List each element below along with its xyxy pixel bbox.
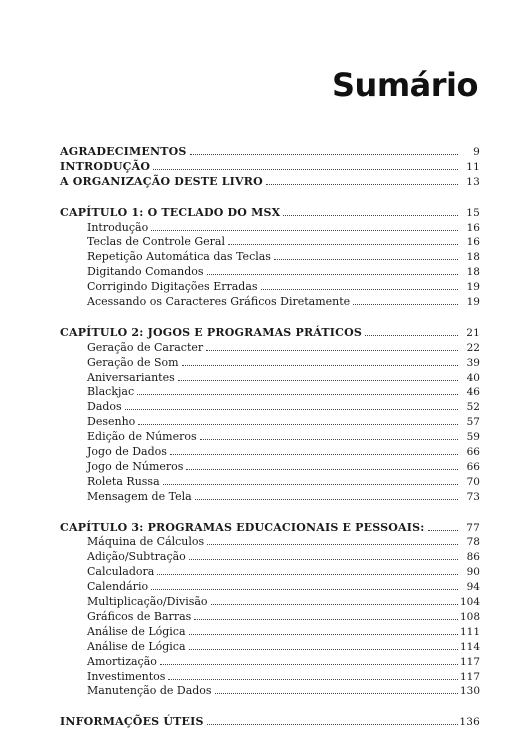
toc-entry-label: Jogo de Números (87, 459, 184, 473)
toc-section-entry[interactable] (60, 640, 480, 655)
dot-leader (274, 259, 458, 260)
dot-leader (211, 604, 458, 605)
dot-leader (283, 215, 458, 216)
dot-leader (186, 469, 458, 470)
toc-section-entry[interactable] (60, 475, 480, 490)
dot-leader (182, 365, 458, 366)
toc-section-entry[interactable] (60, 684, 480, 699)
toc-entry-page-number: 9 (473, 146, 480, 158)
toc-entry-label: A ORGANIZAÇÃO DESTE LIVRO (60, 174, 263, 188)
toc-entry-label: INTRODUÇÃO (60, 159, 151, 173)
toc-entry-page-number: 13 (466, 175, 480, 188)
toc-entry-page-number: 90 (466, 566, 480, 579)
dot-leader (190, 154, 458, 155)
dot-leader (163, 484, 458, 485)
dot-leader (261, 289, 458, 290)
toc-entry-page-number: 77 (466, 521, 480, 534)
toc-entry-page-number: 59 (466, 431, 480, 444)
toc-section-entry[interactable] (60, 415, 480, 430)
toc-section-entry[interactable] (60, 670, 480, 685)
toc-entry-label: Teclas de Controle Geral (87, 235, 225, 249)
toc-entry-label: Mensagem de Tela (87, 489, 192, 503)
dot-leader (228, 244, 458, 245)
toc-entry-label: Calendário (87, 580, 149, 594)
toc-entry-label: Corrigindo Digitações Erradas (87, 280, 258, 294)
dot-leader (153, 169, 458, 170)
toc-section-entry[interactable] (60, 371, 480, 386)
toc-entry-page-number: 94 (466, 581, 480, 594)
dot-leader (365, 335, 458, 336)
toc-section-entry[interactable] (60, 400, 480, 415)
toc-entry-label: Jogo de Dados (87, 445, 167, 459)
dot-leader (194, 619, 458, 620)
dot-leader (207, 274, 458, 275)
toc-entry-label: Desenho (87, 415, 136, 429)
toc-entry-page-number: 111 (459, 625, 480, 638)
toc-section-entry[interactable] (60, 445, 480, 460)
toc-section-entry[interactable] (60, 565, 480, 580)
dot-leader (178, 380, 458, 381)
toc-section-entry[interactable] (60, 460, 480, 475)
dot-leader (200, 439, 458, 440)
toc-entry-label: CAPÍTULO 1: O TECLADO DO MSX (60, 205, 281, 219)
section-gap (60, 310, 480, 326)
toc-entry-label: Dados (87, 400, 122, 414)
toc-entry-label: AGRADECIMENTOS (60, 145, 187, 158)
toc-entry-label: Introdução (87, 220, 149, 234)
toc-entry-page-number: 40 (466, 371, 480, 384)
toc-entry-page-number: 117 (459, 670, 480, 683)
toc-section-entry[interactable] (60, 610, 480, 625)
dot-leader (207, 724, 458, 725)
dot-leader (207, 544, 458, 545)
toc-section-entry[interactable] (60, 235, 480, 250)
dot-leader (125, 409, 458, 410)
dot-leader (428, 530, 458, 531)
toc-entry-page-number: 136 (459, 716, 480, 729)
dot-leader (215, 693, 458, 694)
toc-entry-page-number: 66 (466, 460, 480, 473)
toc-chapter-entry[interactable] (60, 145, 480, 160)
toc-entry-label: Análise de Lógica (87, 639, 186, 653)
toc-section-entry[interactable] (60, 385, 480, 400)
toc-section-entry[interactable] (60, 250, 480, 265)
toc-entry-label: Máquina de Cálculos (87, 535, 205, 549)
dot-leader (189, 559, 458, 560)
toc-entry-label: Geração de Som (87, 355, 179, 369)
toc-entry-page-number: 73 (466, 490, 480, 503)
toc-section-entry[interactable] (60, 295, 480, 310)
toc-entry-label: Repetição Automática das Teclas (87, 250, 271, 264)
dot-leader (160, 664, 458, 665)
dot-leader (170, 454, 458, 455)
dot-leader (189, 634, 458, 635)
toc-entry-page-number: 114 (459, 640, 480, 653)
toc-entry-page-number: 22 (466, 341, 480, 354)
toc-entry-label: Adição/Subtração (87, 550, 186, 564)
toc-entry-page-number: 19 (466, 296, 480, 309)
dot-leader (151, 230, 458, 231)
toc-entry-page-number: 104 (459, 596, 480, 609)
toc-entry-page-number: 108 (459, 610, 480, 623)
toc-section-entry[interactable] (60, 280, 480, 295)
toc-entry-label: Blackjac (87, 385, 135, 399)
toc-entry-page-number: 57 (466, 416, 480, 429)
section-gap (60, 190, 480, 206)
toc-entry-page-number: 39 (466, 356, 480, 369)
page-title: Sumário (332, 66, 478, 104)
toc-section-entry[interactable] (60, 490, 480, 505)
toc-section-entry[interactable] (60, 356, 480, 371)
dot-leader (137, 394, 458, 395)
toc-entry-page-number: 66 (466, 446, 480, 459)
toc-entry-page-number: 46 (466, 386, 480, 399)
toc-entry-label: INFORMAÇÕES ÚTEIS (60, 715, 204, 729)
toc-chapter-entry[interactable] (60, 521, 480, 536)
table-of-contents (60, 145, 480, 730)
toc-entry-label: Digitando Comandos (87, 265, 204, 279)
toc-entry-label: Roleta Russa (87, 474, 160, 488)
toc-entry-page-number: 86 (466, 551, 480, 564)
dot-leader (195, 499, 458, 500)
toc-chapter-entry[interactable] (60, 326, 480, 341)
toc-entry-label: Acessando os Caracteres Gráficos Diretamente (87, 295, 351, 309)
dot-leader (266, 184, 458, 185)
toc-entry-page-number: 18 (466, 266, 480, 279)
toc-entry-page-number: 11 (466, 160, 480, 173)
toc-section-entry[interactable] (60, 625, 480, 640)
toc-chapter-entry[interactable] (60, 175, 480, 190)
toc-entry-label: Amortização (87, 654, 157, 668)
section-gap (60, 699, 480, 715)
toc-entry-label: Multiplicação/Divisão (87, 595, 208, 609)
toc-entry-page-number: 70 (466, 475, 480, 488)
toc-entry-label: Investimentos (87, 669, 166, 683)
toc-entry-label: Manutenção de Dados (87, 684, 212, 698)
dot-leader (189, 649, 458, 650)
dot-leader (168, 679, 458, 680)
section-gap (60, 505, 480, 521)
toc-entry-page-number: 16 (466, 221, 480, 234)
toc-entry-page-number: 52 (466, 401, 480, 414)
toc-entry-label: Calculadora (87, 565, 155, 579)
dot-leader (151, 589, 458, 590)
toc-entry-page-number: 16 (466, 236, 480, 249)
toc-entry-page-number: 21 (466, 326, 480, 339)
toc-entry-label: Geração de Caracter (87, 340, 204, 354)
toc-entry-label: Aniversariantes (87, 370, 175, 384)
toc-entry-page-number: 19 (466, 281, 480, 294)
toc-section-entry[interactable] (60, 221, 480, 236)
toc-section-entry[interactable] (60, 265, 480, 280)
toc-entry-label: Edição de Números (87, 430, 197, 444)
toc-entry-label: CAPÍTULO 3: PROGRAMAS EDUCACIONAIS E PESSOAIS: (60, 520, 425, 534)
dot-leader (206, 350, 458, 351)
toc-entry-page-number: 15 (466, 206, 480, 219)
toc-entry-label: CAPÍTULO 2: JOGOS E PROGRAMAS PRÁTICOS (60, 325, 363, 339)
toc-entry-label: Gráficos de Barras (87, 609, 192, 623)
dot-leader (138, 424, 458, 425)
toc-entry-page-number: 130 (459, 685, 480, 698)
toc-chapter-entry[interactable] (60, 160, 480, 175)
toc-section-entry[interactable] (60, 580, 480, 595)
toc-section-entry[interactable] (60, 595, 480, 610)
toc-entry-page-number: 117 (459, 655, 480, 668)
toc-entry-page-number: 18 (466, 251, 480, 264)
toc-section-entry[interactable] (60, 535, 480, 550)
toc-section-entry[interactable] (60, 430, 480, 445)
dot-leader (157, 574, 458, 575)
toc-entry-label: Análise de Lógica (87, 624, 186, 638)
dot-leader (353, 304, 458, 305)
toc-entry-page-number: 78 (466, 536, 480, 549)
toc-section-entry[interactable] (60, 550, 480, 565)
toc-section-entry[interactable] (60, 655, 480, 670)
toc-section-entry[interactable] (60, 341, 480, 356)
toc-chapter-entry[interactable] (60, 206, 480, 221)
